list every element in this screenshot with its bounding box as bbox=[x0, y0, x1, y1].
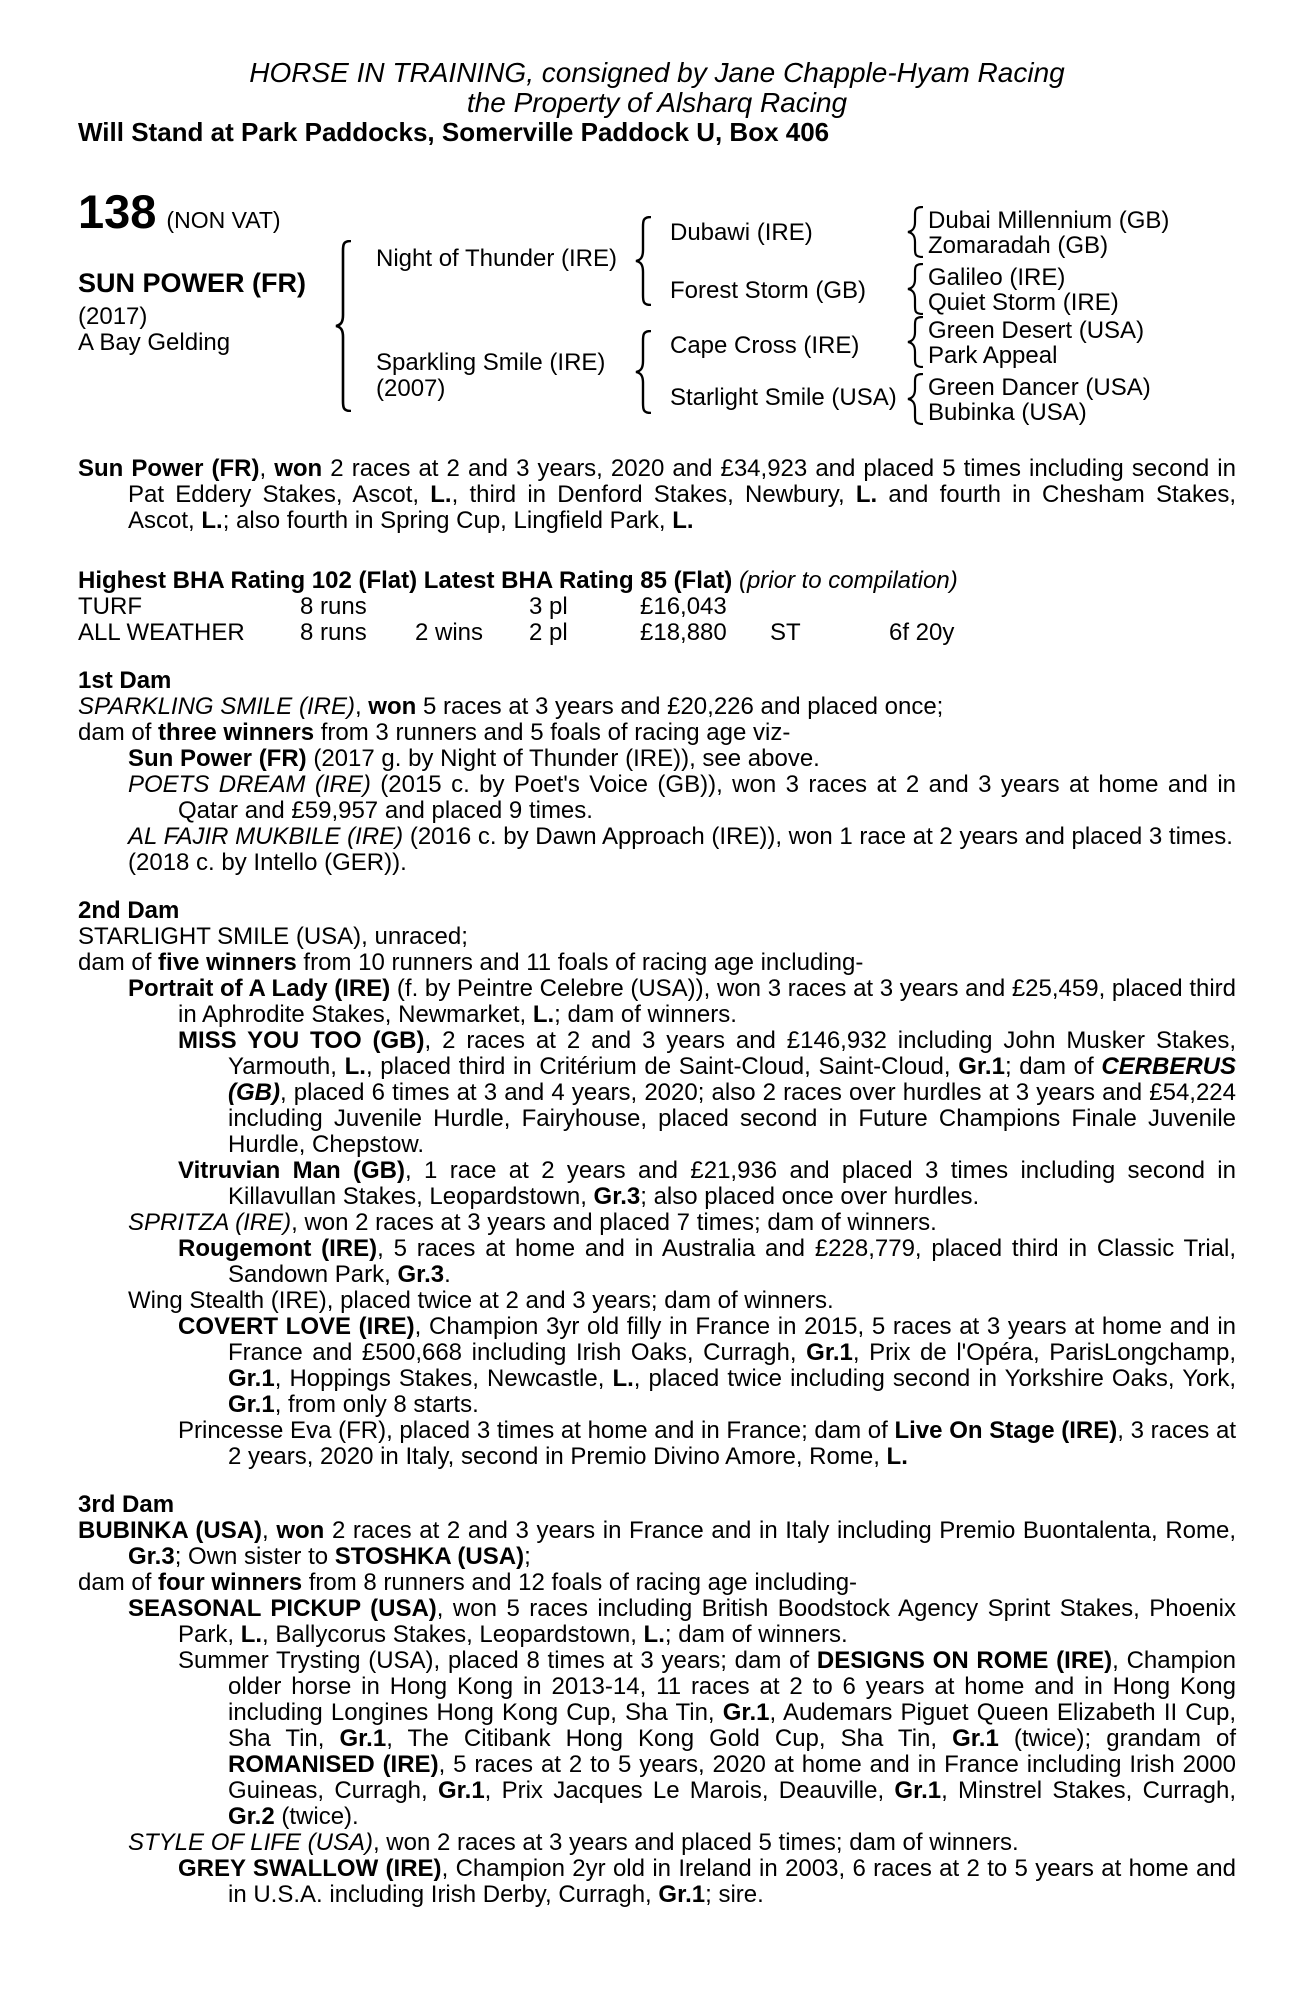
main-brace-icon bbox=[334, 240, 354, 412]
great-grandparent-name: Green Dancer (USA) bbox=[928, 374, 1151, 401]
produce-record-paragraph: GREY SWALLOW (IRE), Champion 2yr old in Ireland in 2003, 6 races at 2 to 5 years at home and in U.S.A. including Irish Derby, Curragh, Gr.1; sire. bbox=[178, 1855, 1237, 1908]
produce-record-paragraph: Sun Power (FR) (2017 g. by Night of Thunder (IRE)), see above. bbox=[128, 745, 820, 772]
produce-record-paragraph: STYLE OF LIFE (USA), won 2 races at 3 years and placed 5 times; dam of winners. bbox=[128, 1829, 1019, 1856]
bha-cell: TURF bbox=[78, 594, 142, 620]
dam-section bbox=[78, 1492, 1236, 1908]
bha-cell: £18,880 bbox=[640, 620, 727, 646]
horse-description: A Bay Gelding bbox=[78, 329, 231, 356]
produce-record-paragraph: Wing Stealth (IRE), placed twice at 2 and 3 years; dam of winners. bbox=[128, 1287, 834, 1314]
bha-cell: ALL WEATHER bbox=[78, 620, 245, 646]
bha-rating-heading: Highest BHA Rating 102 (Flat) Latest BHA Rating 85 (Flat) (prior to compilation) bbox=[78, 567, 958, 594]
dam-name: Sparkling Smile (IRE) bbox=[376, 349, 606, 376]
small-brace-icon bbox=[906, 206, 926, 258]
owner-line: the Property of Alsharq Racing bbox=[466, 87, 848, 118]
great-grandparent-name: Green Desert (USA) bbox=[928, 317, 1145, 344]
bha-row bbox=[78, 594, 1236, 620]
bha-cell: 3 pl bbox=[529, 594, 568, 620]
bha-rating-block bbox=[78, 568, 1236, 646]
grandsire-name: Dubawi (IRE) bbox=[670, 219, 813, 246]
produce-record-paragraph: SPRITZA (IRE), won 2 races at 3 years and placed 7 times; dam of winners. bbox=[128, 1209, 937, 1236]
great-grandparent-name: Galileo (IRE) bbox=[928, 264, 1066, 291]
produce-record-paragraph: dam of four winners from 8 runners and 12 foals of racing age including- bbox=[78, 1569, 858, 1596]
produce-record-paragraph: SEASONAL PICKUP (USA), won 5 races including British Boodstock Agency Sprint Stakes, Phoenix Park, L., Ballycorus Stakes, Leopardstown, L.; dam of winners. bbox=[128, 1595, 1236, 1648]
great-grandparent-name: Quiet Storm (IRE) bbox=[928, 289, 1119, 316]
bha-cell bbox=[770, 594, 889, 620]
produce-record-paragraph: Portrait of A Lady (IRE) (f. by Peintre Celebre (USA)), won 3 races at 3 years and £25,459, placed third in Aphrodite Stakes, Newmarket, L.; dam of winners. bbox=[128, 975, 1236, 1028]
granddam-name: Forest Storm (GB) bbox=[670, 277, 867, 304]
produce-record-paragraph: AL FAJIR MUKBILE (IRE) (2016 c. by Dawn Approach (IRE)), won 1 race at 2 years and placed 3 times. bbox=[128, 823, 1233, 850]
granddam-name: Starlight Smile (USA) bbox=[670, 384, 897, 411]
consignor-line: HORSE IN TRAINING, consigned by Jane Chapple-Hyam Racing bbox=[249, 57, 1065, 88]
horse-name: SUN POWER (FR) bbox=[78, 268, 306, 298]
dam-brace-icon bbox=[634, 330, 654, 414]
bha-cell: 6f 20y bbox=[889, 620, 955, 646]
great-grandparent-name: Dubai Millennium (GB) bbox=[928, 207, 1170, 234]
produce-record-paragraph: SPARKLING SMILE (IRE), won 5 races at 3 years and £20,226 and placed once; bbox=[78, 693, 944, 720]
small-brace-icon bbox=[906, 373, 926, 425]
produce-record-paragraph: COVERT LOVE (IRE), Champion 3yr old filly in France in 2015, 5 races at 3 years at home and in France and £500,668 including Irish Oaks, Curragh, Gr.1, Prix de l'Opéra, ParisLongchamp, Gr.1, Hoppings Stakes, Newcastle, L., placed twice including second in Yorkshire Oaks, York, Gr.1, from only 8 starts. bbox=[178, 1313, 1237, 1418]
bha-cell: £16,043 bbox=[640, 594, 727, 620]
dam-heading: 2nd Dam bbox=[78, 897, 180, 924]
lot-line bbox=[78, 185, 281, 238]
bha-cell: 8 runs bbox=[300, 594, 367, 620]
dam-heading: 1st Dam bbox=[78, 667, 172, 694]
bha-cell: 2 pl bbox=[529, 620, 568, 646]
great-grandparent-name: Park Appeal bbox=[928, 342, 1058, 369]
bha-record-table bbox=[78, 594, 1236, 646]
dam-year: (2007) bbox=[376, 375, 446, 402]
foaling-year: (2017) bbox=[78, 303, 148, 330]
dam-section bbox=[78, 898, 1236, 1470]
bha-cell bbox=[889, 594, 1236, 620]
produce-record-paragraph: POETS DREAM (IRE) (2015 c. by Poet's Voice (GB)), won 3 races at 2 and 3 years at home and in Qatar and £59,957 and placed 9 times. bbox=[128, 771, 1237, 824]
grandsire-name: Cape Cross (IRE) bbox=[670, 332, 860, 359]
produce-record-paragraph: dam of three winners from 3 runners and 5 foals of racing age viz- bbox=[78, 719, 791, 746]
bha-table-body bbox=[78, 594, 1236, 646]
dam-heading: 3rd Dam bbox=[78, 1491, 175, 1518]
bha-row bbox=[78, 620, 1236, 646]
bha-cell: ST bbox=[770, 620, 801, 646]
vat-status: (NON VAT) bbox=[166, 207, 281, 233]
small-brace-icon bbox=[906, 316, 926, 368]
produce-record-paragraph: STARLIGHT SMILE (USA), unraced; bbox=[78, 923, 468, 950]
produce-record-paragraph: Princesse Eva (FR), placed 3 times at home and in France; dam of Live On Stage (IRE), 3 races at 2 years, 2020 in Italy, second in Premio Divino Amore, Rome, L. bbox=[178, 1417, 1236, 1470]
produce-record-paragraph: (2018 c. by Intello (GER)). bbox=[128, 849, 407, 876]
dam-section bbox=[78, 668, 1236, 876]
produce-record-paragraph: MISS YOU TOO (GB), 2 races at 2 and 3 years and £146,932 including John Musker Stakes, Yarmouth, L., placed third in Critérium de Saint-Cloud, Saint-Cloud, Gr.1; dam of CERBERUS (GB), placed 6 times at 3 and 4 years, 2020; also 2 races over hurdles at 3 years and £54,224 including Juvenile Hurdle, Fairyhouse, placed second in Future Champions Finale Juvenile Hurdle, Chepstow. bbox=[178, 1027, 1237, 1158]
bha-cell: 2 wins bbox=[415, 620, 484, 646]
great-grandparent-name: Zomaradah (GB) bbox=[928, 232, 1109, 259]
pedigree-block bbox=[78, 166, 1236, 436]
produce-record-paragraph: Rougemont (IRE), 5 races at home and in Australia and £228,779, placed third in Classic Trial, Sandown Park, Gr.3. bbox=[178, 1235, 1236, 1288]
sire-name: Night of Thunder (IRE) bbox=[376, 245, 617, 272]
dam-sections bbox=[78, 668, 1236, 1908]
sire-brace-icon bbox=[634, 216, 654, 306]
race-record-paragraph: Sun Power (FR), won 2 races at 2 and 3 years, 2020 and £34,923 and placed 5 times including second in Pat Eddery Stakes, Ascot, L., third in Denford Stakes, Newbury, L. and fourth in Chesham Stakes, Ascot, L.; also fourth in Spring Cup, Lingfield Park, L. bbox=[78, 455, 1236, 534]
great-grandparent-name: Bubinka (USA) bbox=[928, 399, 1087, 426]
bha-cell bbox=[415, 594, 529, 620]
bha-cell: 8 runs bbox=[300, 620, 367, 646]
produce-record-paragraph: dam of five winners from 10 runners and 11 foals of racing age including- bbox=[78, 949, 864, 976]
location-line: Will Stand at Park Paddocks, Somerville Paddock U, Box 406 bbox=[78, 117, 830, 147]
produce-record-paragraph: Vitruvian Man (GB), 1 race at 2 years and £21,936 and placed 3 times including second in Killavullan Stakes, Leopardstown, Gr.3; also placed once over hurdles. bbox=[178, 1157, 1236, 1210]
lot-number: 138 bbox=[78, 185, 157, 238]
dam-name-block bbox=[376, 350, 605, 402]
small-brace-icon bbox=[906, 263, 926, 315]
produce-record-paragraph: BUBINKA (USA), won 2 races at 2 and 3 years in France and in Italy including Premio Buontalenta, Rome, Gr.3; Own sister to STOSHKA (USA); bbox=[78, 1517, 1237, 1570]
produce-record-paragraph: Summer Trysting (USA), placed 8 times at 3 years; dam of DESIGNS ON ROME (IRE), Champion older horse in Hong Kong in 2013-14, 11 races at 2 to 6 years at home and in Hong Kong including Longines Hong Kong Cup, Sha Tin, Gr.1, Audemars Piguet Queen Elizabeth II Cup, Sha Tin, Gr.1, The Citibank Hong Kong Gold Cup, Sha Tin, Gr.1 (twice); grandam of ROMANISED (IRE), 5 races at 2 to 5 years, 2020 at home and in France including Irish 2000 Guineas, Curragh, Gr.1, Prix Jacques Le Marois, Deauville, Gr.1, Minstrel Stakes, Curragh, Gr.2 (twice). bbox=[178, 1647, 1237, 1830]
